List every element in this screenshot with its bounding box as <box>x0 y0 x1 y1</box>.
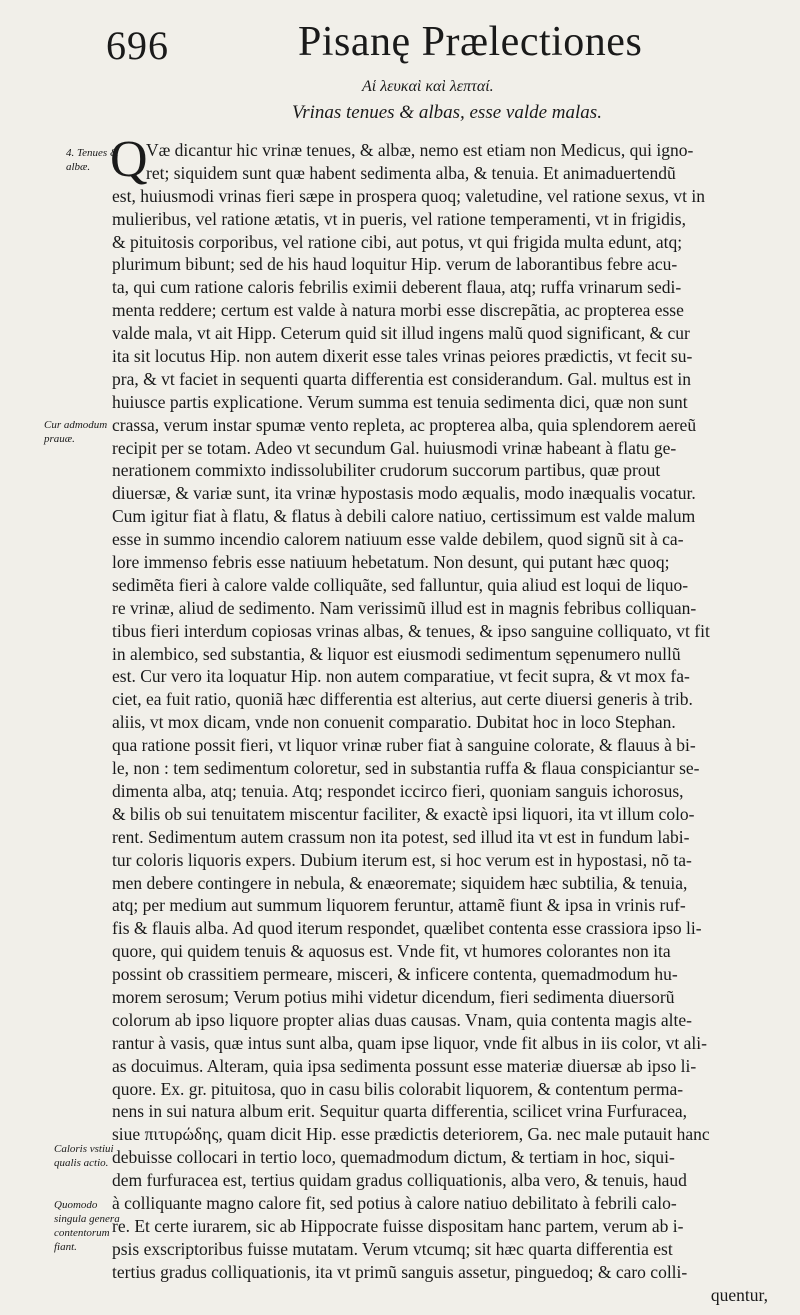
text-line: dimenta alba, atq; tenuia. Atq; respondet iccirco fieri, quoniam sanguis ichorosus, <box>112 780 684 801</box>
marginal-note: Quomodo singula genera contentorum fiant. <box>54 1199 120 1253</box>
text-line: quore, qui quidem tenuis & aquosus est. Vnde fit, vt humores colorantes non ita <box>112 941 671 962</box>
text-line: tibus fieri interdum copiosas vrinas albas, & tenues, & ipso sanguine colliquato, vt fit <box>112 620 710 641</box>
text-line: recipit per se totam. Adeo vt secundum Gal. huiusmodi vrinæ habeant à flatu ge- <box>112 437 677 458</box>
text-line: nens in sui natura album erit. Sequitur quarta differentia, scilicet vrina Furfuracea, <box>112 1101 688 1122</box>
text-line: ciet, ea fuit ratio, quoniã hæc differentia est alterius, aut certe diuersi generis à trib. <box>112 689 693 710</box>
text-line: le, non : tem sedimentum coloretur, sed in substantia ruffa & flaua conspiciantur se- <box>112 758 700 779</box>
marginal-note: 4. Tenues & albæ. <box>66 147 119 173</box>
text-line: valde mala, vt ait Hipp. Ceterum quid sit illud ingens malũ quod significant, & cur <box>112 323 690 344</box>
text-line: in alembico, sed substantia, & liquor est eiusmodi sedimentum sępenumero nullũ <box>112 643 681 664</box>
text-line: re. Et certe iurarem, sic ab Hippocrate fuisse dispositam hanc partem, verum ab i- <box>112 1215 684 1236</box>
running-head: Pisanę Prælectiones <box>298 19 643 65</box>
text-line: est, huiusmodi vrinas fieri sæpe in prospera quoq; valetudine, vel ratione sexus, vt in <box>112 185 705 206</box>
text-line: dem furfuracea est, tertius quidam gradus colliquationis, alba vero, & tenuis, haud <box>112 1170 687 1191</box>
text-line: psis exscriptoribus fuisse mutatam. Verum vtcumq; sit hæc quarta differentia est <box>112 1238 673 1259</box>
text-line: as docuimus. Alteram, quia ipsa sedimenta possunt esse materiæ diuersæ ab ipso li- <box>112 1055 697 1076</box>
text-line: re vrinæ, aliud de sedimento. Nam verissimũ illud est in magnis febribus colliquan- <box>112 597 697 618</box>
text-line: qua ratione possit fieri, vt liquor vrinæ ruber fiat à sanguine colorate, & flauus à bi- <box>112 735 696 756</box>
text-line: huiusce partis explicatione. Verum summa est tenuia sedimenta dici, quæ non sunt <box>112 391 688 412</box>
text-line: & pituitosis corporibus, vel ratione cibi, aut potus, vt qui frigida multa edunt, atq; <box>112 231 683 252</box>
text-line: men debere contingere in nebula, & enæoremate; siquidem hæc subtilia, & tenuia, <box>112 872 688 893</box>
body-text <box>112 139 768 1306</box>
text-line: siue πιτυρώδης, quam dicit Hip. esse prædictis deteriorem, Ga. nec male putauit hanc <box>112 1124 710 1145</box>
text-line: colorum ab ipso liquore propter alias duas causas. Vnam, quia contenta magis alte- <box>112 1009 692 1030</box>
text-line: est. Cur vero ita loquatur Hip. non autem comparatiue, vt fecit supra, & vt mox fa- <box>112 666 690 687</box>
text-line: fis & flauis alba. Ad quod iterum respondet, quælibet contenta esse crassiora ipso li- <box>112 918 702 939</box>
text-line: atq; per medium aut summum liquorem feruntur, attamẽ fiunt & ipsa in vrinis ruf- <box>112 895 686 916</box>
text-line: menta reddere; certum est valde à natura morbi esse discrepãtia, ac propterea esse <box>112 300 684 321</box>
text-line: quore. Ex. gr. pituitosa, quo in casu bilis colorabit liquorem, & contentum perma- <box>112 1078 684 1099</box>
text-line: esse in summo incendio calorem natiuum esse valde debilem, quod signũ sit à ca- <box>112 529 684 550</box>
text-line: pra, & vt faciet in sequenti quarta differentia est considerandum. Gal. multus est in <box>112 368 691 389</box>
text-line: possint ob crassitiem permeare, misceri, & inficere contenta, quemadmodum hu- <box>112 964 678 985</box>
text-line: plurimum bibunt; sed de his haud loquitur Hip. verum de laborantibus febre acu- <box>112 254 678 275</box>
text-line: & bilis ob sui tenuitatem miscentur faciliter, & exactè ipsi liquori, ita vt illum colo- <box>112 803 695 824</box>
text-line: tertius gradus colliquationis, ita vt primũ sanguis assetur, pinguedoq; & caro colli- <box>112 1261 688 1282</box>
drop-cap: Q <box>110 131 148 188</box>
text-line: ita sit locutus Hip. non autem dixerit esse tales vrinas peiores prædictis, vt fecit su- <box>112 346 693 367</box>
text-line: rent. Sedimentum autem crassum non ita potest, sed illud ita vt est in fundum labi- <box>112 826 690 847</box>
text-line: ret; siquidem sunt quæ habent sedimenta alba, & tenuia. Et animaduertendũ <box>146 162 676 183</box>
page-number: 696 <box>106 23 169 68</box>
text-line: aliis, vt mox dicam, vnde non conuenit comparatio. Dubitat hoc in loco Stephan. <box>112 712 676 733</box>
marginal-note: Caloris vstiui qualis actio. <box>54 1143 114 1169</box>
text-line: debuisse collocari in tertio loco, quemadmodum dictum, & tertiam in hoc, siqui- <box>112 1147 675 1168</box>
text-line: morem serosum; Verum potius mihi videtur dicendum, fieri sedimenta diuersorũ <box>112 986 675 1007</box>
text-line: à colliquante magno calore fit, sed potius à calore natiuo debilitato à febrili calo- <box>112 1192 677 1213</box>
text-line: crassa, verum instar spumæ vento repleta, ac propterea alba, quia splendorem aereũ <box>112 414 697 435</box>
greek-heading: Αἱ λευκαὶ καὶ λεπταί. <box>362 78 494 95</box>
catchword: quentur, <box>710 1284 768 1305</box>
text-line: tur coloris liquoris expers. Dubium iterum est, si hoc verum est in hypostasi, nõ ta- <box>112 849 692 870</box>
text-line: diuersæ, & variæ sunt, ita vrinæ hypostasis modo æqualis, modo inæqualis vocatur. <box>112 483 696 504</box>
section-heading: Vrinas tenues & albas, esse valde malas. <box>292 102 602 123</box>
text-line: sedimẽta fieri à calore valde colliquãte, sed falluntur, quia aliud est loqui de liquo- <box>112 574 689 595</box>
marginal-note: Cur admodum prauæ. <box>44 419 108 445</box>
text-line: rantur à vasis, quæ intus sunt alba, quam ipse liquor, vnde fit albus in iis color, vt ali- <box>112 1032 707 1053</box>
text-line: lore immenso febris esse natiuum hebetatum. Non desunt, qui putant hæc quoq; <box>112 552 670 573</box>
text-line: nerationem commixto indissolubiliter crudorum succorum partibus, quæ prout <box>112 460 661 481</box>
text-line: mulieribus, vel ratione ætatis, vt in pueris, vel ratione temperamenti, vt in frigidis, <box>112 208 686 229</box>
text-line: ta, qui cum ratione caloris febrilis eximii deberent flaua, atq; ruffa vrinarum sedi- <box>112 277 682 298</box>
text-line: Cum igitur fiat à flatu, & flatus à debili calore natiuo, certissimum est valde malum <box>112 506 696 527</box>
text-line: Væ dicantur hic vrinæ tenues, & albæ, nemo est etiam non Medicus, qui igno- <box>146 140 694 160</box>
